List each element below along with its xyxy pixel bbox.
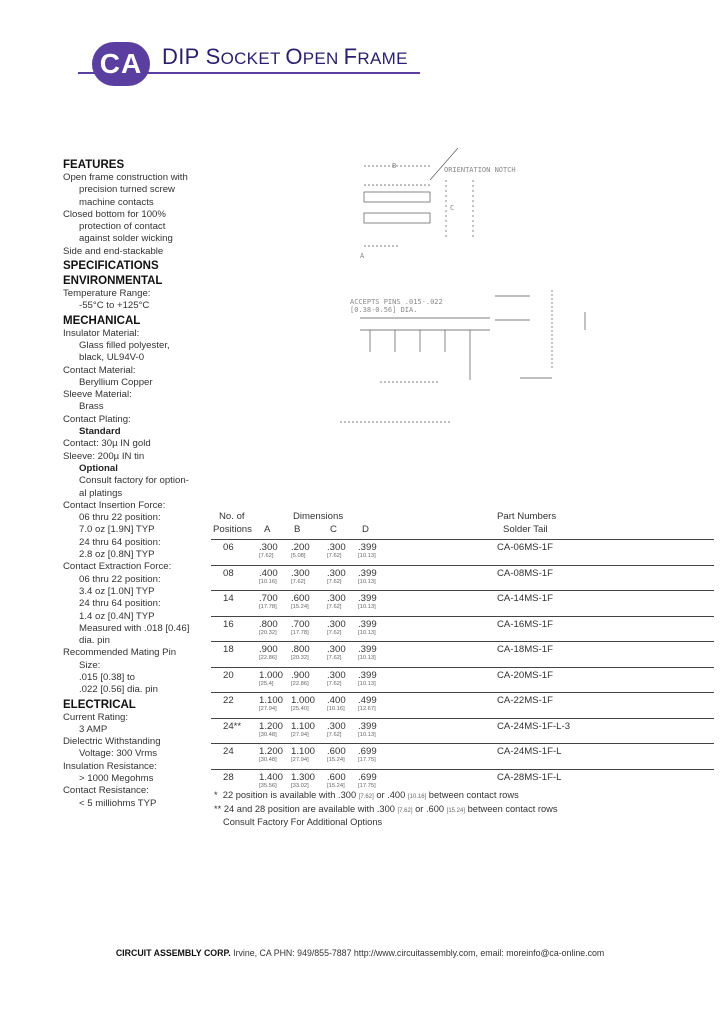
table-row — [211, 667, 714, 693]
table-row — [211, 718, 714, 744]
cell-positions: 24 — [223, 746, 234, 757]
socket-drawing — [340, 140, 640, 440]
electrical-heading: ELECTRICAL — [63, 698, 136, 711]
cell-dim-b: .900 — [291, 669, 310, 681]
cell-dim-c: .600 — [327, 771, 346, 783]
note-prefix: * — [214, 790, 218, 800]
cell-positions: 16 — [223, 618, 234, 630]
note-line — [214, 804, 558, 818]
insertion-line: 7.0 oz [1.9N] TYP — [79, 524, 155, 536]
feature-line: precision turned screw — [79, 184, 175, 196]
note-line — [214, 817, 558, 829]
cell-dim-d: .699 — [358, 746, 377, 757]
cell-part-number: CA-06MS-1F — [497, 542, 553, 553]
cell-dim-c-mm: [15.24] — [327, 757, 345, 763]
cell-dim-d: .699 — [358, 771, 377, 783]
cell-dim-a: 1.200 — [259, 746, 284, 757]
insulation-label: Insulation Resistance: — [63, 760, 157, 772]
table-header-row-1 — [211, 511, 714, 524]
part-table — [211, 511, 714, 794]
cell-dim-a: 1.000 — [259, 669, 284, 681]
cell-dim-c: .300 — [327, 618, 346, 630]
page-title — [162, 44, 408, 70]
cell-dim-b-mm: [22.86] — [291, 680, 309, 687]
cell-dim-c-mm: [15.24] — [327, 782, 345, 789]
col-header-d: D — [362, 524, 369, 535]
contact-gold: Contact: 30µ IN gold — [63, 438, 151, 450]
cell-dim-d-mm: [10.13] — [358, 578, 376, 585]
insertion-label: Contact Insertion Force: — [63, 499, 166, 511]
sleeve-material-value: Brass — [79, 401, 104, 413]
feature-line: Closed bottom for 100% — [63, 208, 166, 220]
environmental-heading: ENVIRONMENTAL — [63, 275, 163, 288]
cell-part-number: CA-20MS-1F — [497, 669, 553, 681]
title-part: DIP — [162, 44, 206, 69]
cell-dim-d-mm: [17.75] — [358, 782, 376, 789]
cell-dim-a-mm: [27.94] — [259, 706, 277, 712]
cell-dim-a: 1.100 — [259, 695, 284, 706]
table-row — [211, 641, 714, 667]
specifications-heading: SPECIFICATIONS — [63, 260, 159, 273]
cell-dim-d-mm: [12.67] — [358, 706, 376, 712]
note-prefix: ** — [214, 803, 222, 814]
cell-dim-b: .800 — [291, 644, 310, 655]
cell-dim-a-mm: [17.78] — [259, 604, 277, 610]
insertion-line: 06 thru 22 position: — [79, 512, 161, 524]
cell-dim-b-mm: [20.32] — [291, 655, 309, 661]
cell-dim-b-mm: [7.62] — [291, 578, 306, 585]
table-row — [211, 539, 714, 565]
cell-dim-b-mm: [27.94] — [291, 731, 309, 738]
extraction-line: dia. pin — [79, 635, 110, 647]
note-text: or .400 — [373, 790, 408, 800]
col-header-part-numbers: Part Numbers — [497, 511, 557, 522]
mating-label: Recommended Mating Pin — [63, 647, 177, 659]
cell-dim-a: .800 — [259, 618, 278, 630]
note-text: between contact rows — [426, 790, 519, 800]
drawing-label-a: A — [360, 252, 365, 260]
cell-dim-a-mm: [20.32] — [259, 629, 277, 636]
cell-dim-d-mm: [10.13] — [358, 655, 376, 661]
sleeve-material-label: Sleeve Material: — [63, 389, 132, 401]
cell-dim-a-mm: [7.62] — [259, 553, 274, 559]
current-label: Current Rating: — [63, 711, 129, 723]
cell-dim-b-mm: [15.24] — [291, 604, 309, 610]
company-logo: CA — [92, 42, 150, 86]
cell-dim-c-mm: [7.62] — [327, 731, 342, 738]
cell-dim-a-mm: [30.48] — [259, 757, 277, 763]
cell-dim-a: .300 — [259, 542, 278, 553]
drawing-top-view-row — [364, 213, 430, 223]
cell-dim-b: 1.300 — [291, 771, 316, 783]
note-text: 22 position is available with .300 — [222, 790, 359, 800]
note-text: 24 and 28 position are available with .300 — [223, 803, 398, 814]
cell-dim-d: .499 — [358, 695, 377, 706]
insulator-value: Glass filled polyester, — [79, 339, 170, 351]
cell-dim-d-mm: [10.13] — [358, 629, 376, 636]
cell-dim-a: .400 — [259, 567, 278, 579]
extraction-line: Measured with .018 [0.46] — [79, 622, 190, 634]
cell-dim-d-mm: [10.13] — [358, 604, 376, 610]
cell-dim-a: .700 — [259, 593, 278, 604]
cell-dim-b-mm: [25.40] — [291, 706, 309, 712]
cell-dim-d-mm: [10.13] — [358, 553, 376, 559]
sleeve-tin: Sleeve: 200µ IN tin — [63, 450, 145, 462]
cell-dim-b: 1.100 — [291, 746, 316, 757]
cell-positions: 06 — [223, 542, 234, 553]
cell-dim-d: .399 — [358, 669, 377, 681]
cell-dim-a-mm: [35.56] — [259, 782, 277, 789]
title-part-small: OCKET — [220, 49, 286, 68]
cell-dim-d-mm: [10.13] — [358, 680, 376, 687]
extraction-line: 3.4 oz [1.0N] TYP — [79, 585, 155, 597]
extraction-line: 1.4 oz [0.4N] TYP — [79, 610, 155, 622]
cell-positions: 14 — [223, 593, 234, 604]
table-row — [211, 590, 714, 616]
table-header-row-2 — [211, 524, 714, 539]
col-header-no-of: No. of — [219, 511, 245, 522]
cell-dim-d: .399 — [358, 644, 377, 655]
cell-dim-b-mm: [5.08] — [291, 553, 306, 559]
mating-line: .015 [0.38] to — [79, 671, 136, 683]
cell-dim-b-mm: [27.94] — [291, 757, 309, 763]
feature-line: machine contacts — [79, 196, 154, 208]
cell-part-number: CA-28MS-1F-L — [497, 771, 562, 783]
resistance-value: < 5 milliohms TYP — [79, 797, 157, 809]
standard-label: Standard — [79, 426, 121, 438]
cell-part-number: CA-24MS-1F-L-3 — [497, 720, 571, 732]
cell-dim-c: .300 — [327, 593, 346, 604]
col-header-a: A — [264, 524, 271, 535]
drawing-label-c: C — [450, 204, 455, 212]
cell-dim-c: .300 — [327, 567, 346, 579]
col-header-b: B — [294, 524, 301, 535]
cell-dim-d: .399 — [358, 593, 377, 604]
cell-dim-c: .300 — [327, 644, 346, 655]
footer — [0, 948, 720, 958]
cell-part-number: CA-18MS-1F — [497, 644, 553, 655]
cell-dim-c: .300 — [327, 669, 346, 681]
insertion-line: 2.8 oz [0.8N] TYP — [79, 549, 155, 561]
insertion-line: 24 thru 64 position: — [79, 536, 161, 548]
feature-line: Open frame construction with — [63, 172, 188, 183]
dielectric-value: Voltage: 300 Vrms — [79, 748, 158, 760]
cell-dim-c-mm: [7.62] — [327, 680, 342, 687]
mating-line: Size: — [79, 659, 101, 671]
cell-positions: 24** — [223, 720, 242, 732]
title-part: O — [285, 44, 303, 69]
extraction-label: Contact Extraction Force: — [63, 561, 172, 573]
cell-dim-b-mm: [33.02] — [291, 782, 309, 789]
temperature-value: -55°C to +125°C — [79, 300, 150, 312]
pin-label-1: ACCEPTS PINS .015-.022 — [350, 298, 443, 306]
cell-dim-a-mm: [10.16] — [259, 578, 277, 585]
cell-dim-b-mm: [17.78] — [291, 629, 309, 636]
table-row — [211, 743, 714, 769]
optional-line: al platings — [79, 487, 123, 499]
cell-dim-c: .600 — [327, 746, 346, 757]
title-part: F — [343, 44, 358, 69]
cell-positions: 22 — [223, 695, 234, 706]
plating-label: Contact Plating: — [63, 413, 131, 425]
note-text: between contact rows — [465, 803, 558, 814]
note-metric: [10.16] — [407, 794, 427, 800]
title-part-small: PEN — [302, 49, 344, 68]
cell-part-number: CA-24MS-1F-L — [497, 746, 562, 757]
table-row — [211, 692, 714, 718]
cell-dim-c: .300 — [327, 542, 346, 553]
note-metric: [7.62] — [358, 794, 374, 800]
feature-line: Side and end-stackable — [63, 245, 164, 257]
cell-positions: 08 — [223, 567, 234, 579]
cell-positions: 28 — [223, 771, 234, 783]
extraction-line: 06 thru 22 position: — [79, 573, 161, 585]
title-part: S — [205, 44, 221, 69]
optional-label: Optional — [79, 462, 118, 474]
cell-dim-c: .400 — [327, 695, 346, 706]
cell-dim-b: .600 — [291, 593, 310, 604]
note-metric: [15.24] — [446, 807, 466, 814]
cell-dim-c-mm: [7.62] — [327, 553, 342, 559]
col-header-positions: Positions — [213, 524, 252, 535]
cell-part-number: CA-08MS-1F — [497, 567, 553, 579]
insulator-label: Insulator Material: — [63, 327, 140, 339]
footer-company: CIRCUIT ASSEMBLY CORP. — [115, 948, 231, 958]
cell-dim-b: .300 — [291, 567, 310, 579]
cell-part-number: CA-22MS-1F — [497, 695, 553, 706]
cell-positions: 18 — [223, 644, 234, 655]
insulation-value: > 1000 Megohms — [79, 773, 154, 785]
cell-dim-b: 1.000 — [291, 695, 316, 706]
note-line — [214, 790, 558, 804]
contact-material-label: Contact Material: — [63, 364, 136, 376]
cell-dim-d: .399 — [358, 720, 377, 732]
cell-dim-a: .900 — [259, 644, 278, 655]
features-heading: FEATURES — [63, 159, 125, 171]
cell-dim-b: .700 — [291, 618, 310, 630]
cell-dim-b: .200 — [291, 542, 310, 553]
cell-dim-a-mm: [30.48] — [259, 731, 277, 738]
mating-line: .022 [0.56] dia. pin — [79, 684, 158, 696]
cell-dim-c-mm: [7.62] — [327, 655, 342, 661]
cell-dim-d-mm: [17.75] — [358, 757, 376, 763]
cell-part-number: CA-16MS-1F — [497, 618, 553, 630]
cell-dim-c-mm: [7.62] — [327, 604, 342, 610]
title-part-small: RAME — [357, 49, 408, 68]
mechanical-heading: MECHANICAL — [63, 314, 141, 327]
cell-dim-b: 1.100 — [291, 720, 316, 732]
cell-part-number: CA-14MS-1F — [497, 593, 553, 604]
cell-dim-c-mm: [10.16] — [327, 706, 345, 712]
notch-leader — [430, 148, 458, 180]
footer-contact: Irvine, CA PHN: 949/855-7887 http://www.circuitassembly.com, email: moreinfo@ca-online.com — [230, 948, 605, 958]
note-text: Consult Factory For Additional Options — [223, 817, 383, 827]
table-row — [211, 616, 714, 642]
dielectric-label: Dielectric Withstanding — [63, 736, 161, 748]
note-text: or .600 — [412, 803, 447, 814]
drawing-top-view-row — [364, 192, 430, 202]
cell-dim-c-mm: [7.62] — [327, 578, 342, 585]
table-row — [211, 565, 714, 591]
feature-line: protection of contact — [79, 221, 166, 233]
orientation-notch-label: ORIENTATION NOTCH — [444, 166, 516, 174]
cell-dim-c-mm: [7.62] — [327, 629, 342, 636]
pin-label-2: [0.38-0.56] DIA. — [350, 306, 418, 314]
table-body — [211, 539, 714, 794]
cell-positions: 20 — [223, 669, 234, 681]
insulator-value: black, UL94V-0 — [79, 352, 145, 364]
extraction-line: 24 thru 64 position: — [79, 598, 161, 610]
optional-line: Consult factory for option- — [79, 475, 189, 487]
cell-dim-a-mm: [25.4] — [259, 680, 274, 687]
resistance-label: Contact Resistance: — [63, 785, 149, 797]
cell-dim-c: .300 — [327, 720, 346, 732]
cell-dim-d: .399 — [358, 567, 377, 579]
drawing-label-b: B — [392, 162, 397, 170]
col-header-solder-tail: Solder Tail — [503, 524, 548, 535]
temperature-label: Temperature Range: — [63, 288, 151, 300]
col-header-dimensions: Dimensions — [293, 511, 344, 522]
cell-dim-d-mm: [10.13] — [358, 731, 376, 738]
note-metric: [7.62] — [397, 807, 413, 814]
feature-line: against solder wicking — [79, 233, 173, 245]
table-notes — [214, 790, 558, 829]
current-value: 3 AMP — [79, 723, 108, 735]
cell-dim-d: .399 — [358, 618, 377, 630]
col-header-c: C — [330, 524, 337, 535]
cell-dim-a: 1.400 — [259, 771, 284, 783]
spec-column — [63, 157, 213, 810]
cell-dim-a-mm: [22.86] — [259, 655, 277, 661]
cell-dim-a: 1.200 — [259, 720, 284, 732]
contact-material-value: Beryllium Copper — [79, 376, 153, 388]
cell-dim-d: .399 — [358, 542, 377, 553]
